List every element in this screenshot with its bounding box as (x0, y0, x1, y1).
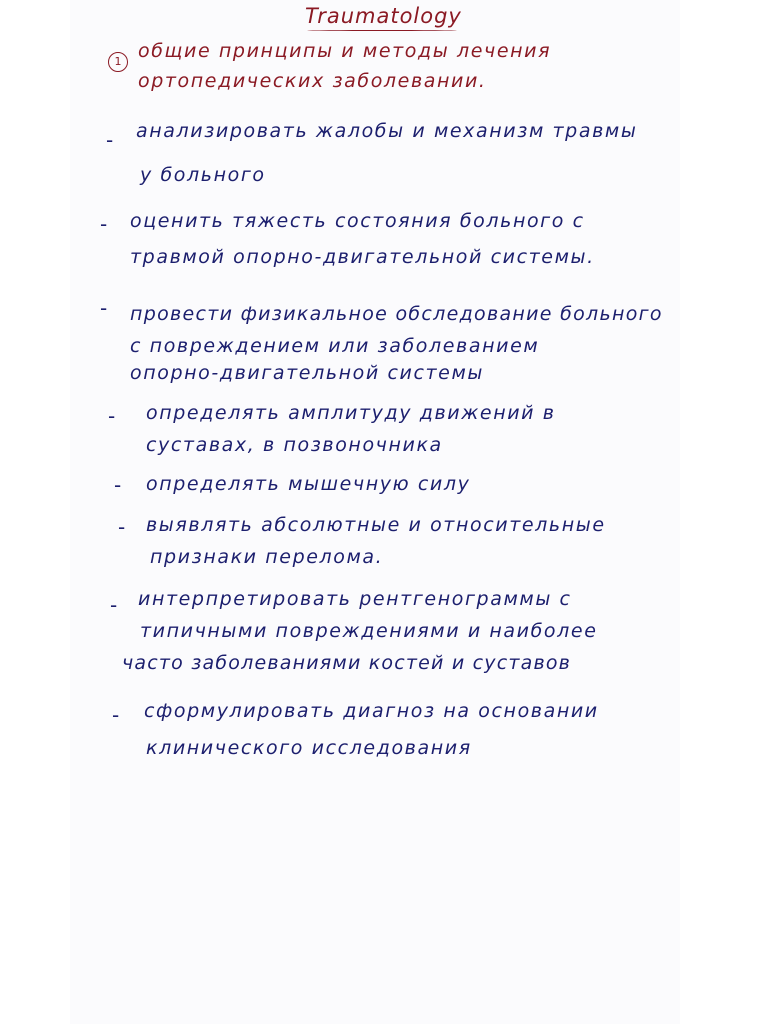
bullet-dash: - (100, 296, 108, 320)
item-1-line-1: анализировать жалобы и механизм травмы (136, 120, 638, 142)
item-6-line-2: признаки перелома. (150, 546, 384, 568)
item-5-line-1: определять мышечную силу (146, 473, 471, 495)
bullet-dash: - (100, 212, 108, 236)
item-4-line-2: суставах, в позвоночника (146, 434, 443, 456)
paper-sheet (70, 0, 680, 1024)
item-6-line-1: выявлять абсолютные и относительные (146, 514, 606, 536)
bullet-dash: - (112, 703, 120, 727)
item-3-line-3: опорно-двигательной системы (130, 362, 485, 384)
item-3-line-2: с повреждением или заболеванием (130, 335, 540, 357)
bullet-dash: - (106, 128, 114, 152)
item-7-line-2: типичными повреждениями и наиболее (140, 620, 598, 642)
item-2-line-2: травмой опорно-двигательной системы. (130, 246, 595, 268)
page-title: Traumatology (305, 4, 462, 28)
bullet-dash: - (108, 404, 116, 428)
bullet-dash: - (110, 593, 118, 617)
item-8-line-1: сформулировать диагноз на основании (144, 700, 599, 722)
item-7-line-1: интерпретировать рентгенограммы с (138, 588, 572, 610)
section-heading-line-2: ортопедических заболевании. (138, 70, 487, 92)
item-4-line-1: определять амплитуду движений в (146, 402, 556, 424)
item-8-line-2: клинического исследования (146, 737, 472, 759)
item-3-line-1: провести физикальное обследование больного (130, 303, 663, 325)
item-7-line-3: часто заболеваниями костей и суставов (122, 652, 572, 674)
section-heading-line-1: общие принципы и методы лечения (138, 40, 552, 62)
title-underline (307, 30, 457, 31)
bullet-dash: - (118, 515, 126, 539)
section-number-badge: 1 (108, 52, 128, 72)
item-2-line-1: оценить тяжесть состояния больного с (130, 210, 585, 232)
bullet-dash: - (114, 473, 122, 497)
item-1-line-2: у больного (140, 164, 266, 186)
